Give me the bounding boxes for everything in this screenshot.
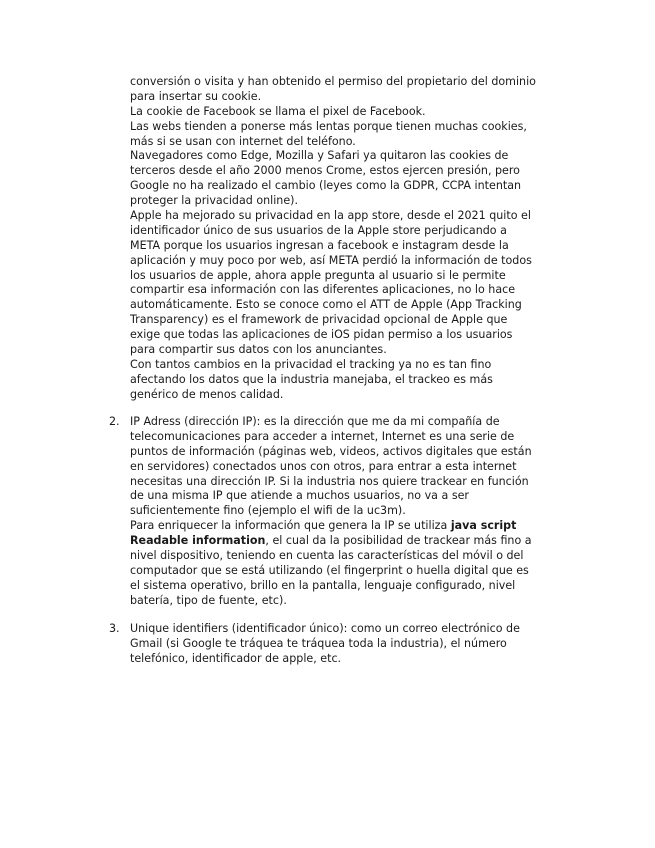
text-line: para compartir sus datos con los anunciantes. [130, 343, 387, 357]
text-line: telecomunicaciones para acceder a internet, Internet es una serie de [130, 429, 515, 443]
text-line: genérico de menos calidad. [130, 387, 284, 401]
text-line: Apple ha mejorado su privacidad en la app store, desde el 2021 quito el [130, 209, 531, 223]
text-line: proteger la privacidad online). [130, 194, 299, 208]
text-line: exige que todas las aplicaciones de iOS pidan permiso a los usuarios [130, 328, 513, 342]
text-line: compartir esa información con las diferentes aplicaciones, no lo hace [130, 283, 516, 297]
text-line: suficientemente fino (ejemplo el wifi de la uc3m). [130, 504, 406, 518]
text-line: Gmail (si Google te tráquea te tráquea toda la industria), el número [130, 636, 507, 650]
text-line: aplicación y muy poco por web, así META perdió la información de todos [130, 253, 532, 267]
text-line: de una misma IP que atiende a muchos usuarios, no va a ser [130, 489, 469, 503]
text-line: Google no ha realizado el cambio (leyes como la GDPR, CCPA intentan [130, 179, 522, 193]
text-line: para insertar su cookie. [130, 89, 262, 103]
text-line: Transparency) es el framework de privacidad opcional de Apple que [130, 313, 508, 327]
text-line: el sistema operativo, brillo en la pantalla, lenguaje configurado, nivel [130, 578, 516, 592]
list-number-3: 3. [109, 622, 120, 635]
bold-java-script: java script [450, 519, 517, 533]
text-line: automáticamente. Esto se conoce como el ATT de Apple (App Tracking [130, 298, 522, 312]
text-line: computador que se está utilizando (el fingerprint o huella digital que es [130, 563, 529, 577]
text-line: Las webs tienden a ponerse más lentas porque tienen muchas cookies, [130, 119, 527, 133]
text-line: conversión o visita y han obtenido el permiso del propietario del dominio [130, 75, 536, 88]
text-line [130, 534, 570, 549]
list-number-2: 2. [109, 415, 120, 428]
text-line: Navegadores como Edge, Mozilla y Safari ya quitaron las cookies de [130, 149, 509, 163]
enrich-suffix: , el cual da la posibilidad de trackear más fino a [265, 534, 532, 548]
text-line: Con tantos cambios en la privacidad el tracking ya no es tan fino [130, 357, 492, 371]
text-line: los usuarios de apple, ahora apple pregunta al usuario si le permite [130, 268, 506, 282]
list-item-ip-address [130, 415, 570, 609]
text-line: afectando los datos que la industria manejaba, el trackeo es más [130, 372, 493, 386]
text-line [130, 519, 570, 534]
text-line: necesitas una dirección IP. Si la industria nos quiere trackear en función [130, 474, 529, 488]
enrich-prefix: Para enriquecer la información que genera la IP se utiliza [130, 519, 451, 533]
bold-readable-information: Readable information [130, 534, 266, 548]
text-line: puntos de información (páginas web, videos, activos digitales que están [130, 444, 532, 458]
text-line: terceros desde el año 2000 menos Crome, estos ejercen presión, pero [130, 164, 520, 178]
text-line: IP Adress (dirección IP): es la dirección que me da mi compañía de [130, 415, 500, 428]
text-line: META porque los usuarios ingresan a facebook e instagram desde la [130, 238, 509, 252]
text-line: La cookie de Facebook se llama el pixel de Facebook. [130, 104, 426, 118]
intro-paragraphs [130, 75, 570, 403]
text-line: identificador único de sus usuarios de la Apple store perjudicando a [130, 223, 507, 237]
text-line: nivel dispositivo, teniendo en cuenta las características del móvil o del [130, 549, 524, 563]
text-line: en servidores) conectados unos con otros, para entrar a esta internet [130, 459, 517, 473]
list-item-unique-identifiers [130, 622, 570, 667]
text-line: Unique identifiers (identificador único): como un correo electrónico de [130, 622, 520, 635]
text-line: más si se usan con internet del teléfono. [130, 134, 356, 148]
text-line: batería, tipo de fuente, etc). [130, 593, 287, 607]
text-line: telefónico, identificador de apple, etc. [130, 651, 342, 665]
